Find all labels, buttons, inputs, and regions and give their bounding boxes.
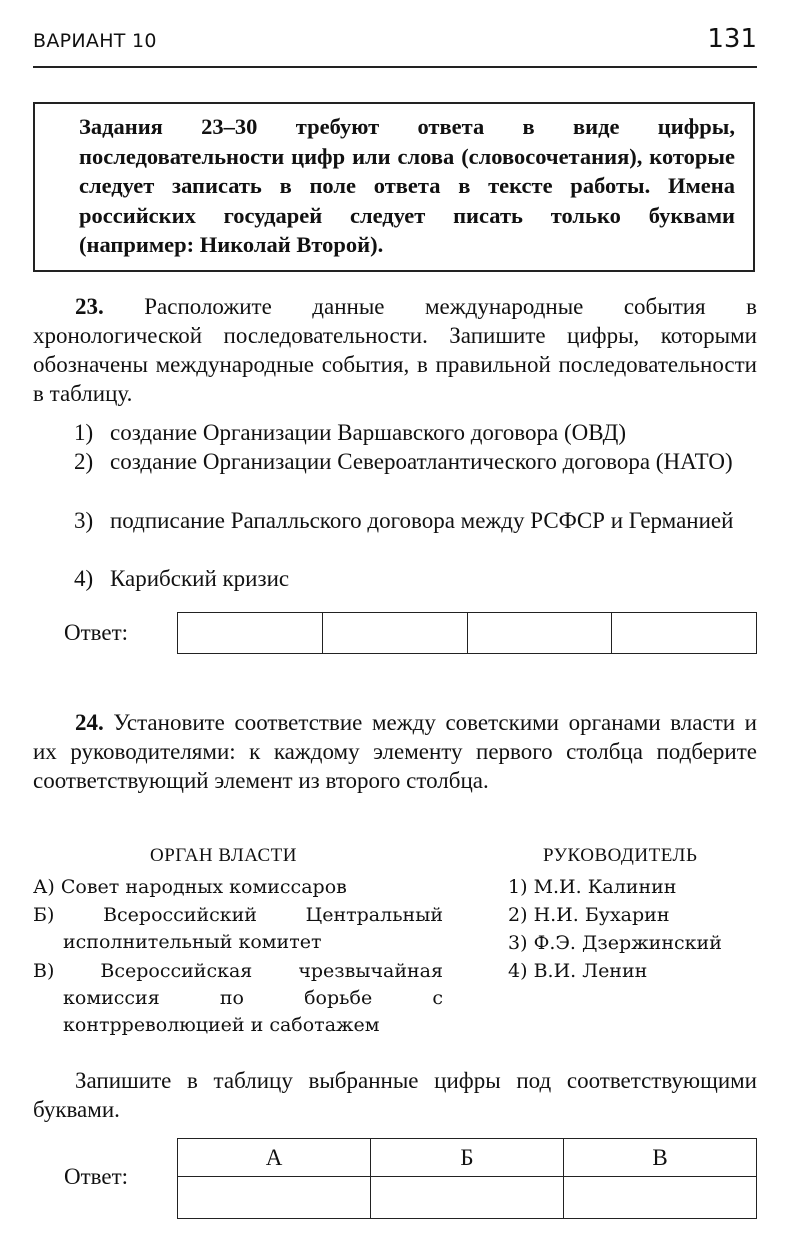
right-item (508, 930, 722, 957)
instructions-text: Задания 23–30 требуют ответа в виде цифры, последовательности цифр или слова (словосочетания), которые следует записать в поле ответа в тексте работы. Имена российских государей следует писать только буквами (например: Николай Второй). (79, 114, 735, 257)
option-text: создание Организации Североатлантического договора (НАТО) (110, 449, 733, 474)
answer-label-23: Ответ: (64, 620, 129, 645)
option-number: 4) (74, 566, 94, 591)
item-text: М.И. Калинин (533, 876, 677, 898)
task-23-option (74, 506, 756, 535)
task-23 (33, 292, 757, 408)
answer-cell[interactable] (467, 613, 612, 654)
item-text: Ф.Э. Дзержинский (533, 932, 722, 954)
task-23-option (74, 447, 756, 476)
item-number: 2) (508, 904, 528, 926)
option-number: 2) (74, 449, 94, 474)
left-item (33, 874, 443, 901)
column-header-v: В (564, 1139, 757, 1177)
task-24-prompt-text: Установите соответствие между советскими органами власти и их руководителями: к каждому элементу первого столбца подберите соответствующий элемент из второго столбца. (33, 710, 757, 793)
left-column-header: ОРГАН ВЛАСТИ (150, 845, 298, 866)
option-text: Карибский кризис (110, 566, 290, 591)
item-text: В.И. Ленин (533, 960, 648, 982)
right-item (508, 874, 676, 901)
answer-table-23 (177, 612, 757, 654)
item-letter: Б) (33, 904, 55, 926)
answer-table-24 (177, 1138, 757, 1219)
answer-cell[interactable] (178, 613, 323, 654)
answer-cell[interactable] (322, 613, 467, 654)
right-item (508, 902, 670, 929)
page-header (33, 24, 757, 68)
variant-title: ВАРИАНТ 10 (33, 30, 157, 52)
option-number: 3) (74, 508, 94, 533)
item-number: 3) (508, 932, 528, 954)
item-number: 1) (508, 876, 528, 898)
instruction-text: Запишите в таблицу выбранные цифры под соответствующими буквами. (33, 1068, 757, 1122)
item-letter: В) (33, 960, 55, 982)
task-23-number: 23. (75, 294, 104, 319)
answer-cell[interactable] (612, 613, 757, 654)
task-23-prompt-text: Расположите данные международные события в хронологической последовательности. Запишите цифры, которыми обозначены международные события, в правильной последовательности в таблицу. (33, 294, 757, 406)
task-24-prompt (33, 708, 757, 795)
task-24-instruction (33, 1066, 757, 1124)
column-header-a: А (178, 1139, 371, 1177)
page-number: 131 (707, 24, 757, 54)
task-24 (33, 708, 757, 795)
right-item (508, 958, 647, 985)
item-text: Всероссийская чрезвычайная комиссия по борьбе с контрреволюцией и саботажем (63, 960, 443, 1036)
item-number: 4) (508, 960, 528, 982)
option-text: создание Организации Варшавского договора (ОВД) (110, 420, 627, 445)
item-text: Совет народных комиссаров (60, 876, 347, 898)
item-letter: А) (33, 876, 55, 898)
answer-cell[interactable] (564, 1177, 757, 1219)
left-item (33, 958, 443, 1039)
right-column-header: РУКОВОДИТЕЛЬ (543, 845, 698, 866)
answer-label-24: Ответ: (64, 1164, 129, 1189)
task-23-prompt (33, 292, 757, 408)
task-23-option (74, 564, 756, 593)
answer-cell[interactable] (178, 1177, 371, 1219)
task-24-number: 24. (75, 710, 104, 735)
option-number: 1) (74, 420, 94, 445)
task-23-option (74, 418, 756, 447)
instructions-box (33, 102, 755, 272)
answer-cell[interactable] (371, 1177, 564, 1219)
item-text: Н.И. Бухарин (533, 904, 670, 926)
left-item (33, 902, 443, 956)
column-header-b: Б (371, 1139, 564, 1177)
option-text: подписание Рапалльского договора между РСФСР и Германией (110, 508, 734, 533)
item-text: Всероссийский Центральный исполнительный комитет (63, 904, 443, 953)
